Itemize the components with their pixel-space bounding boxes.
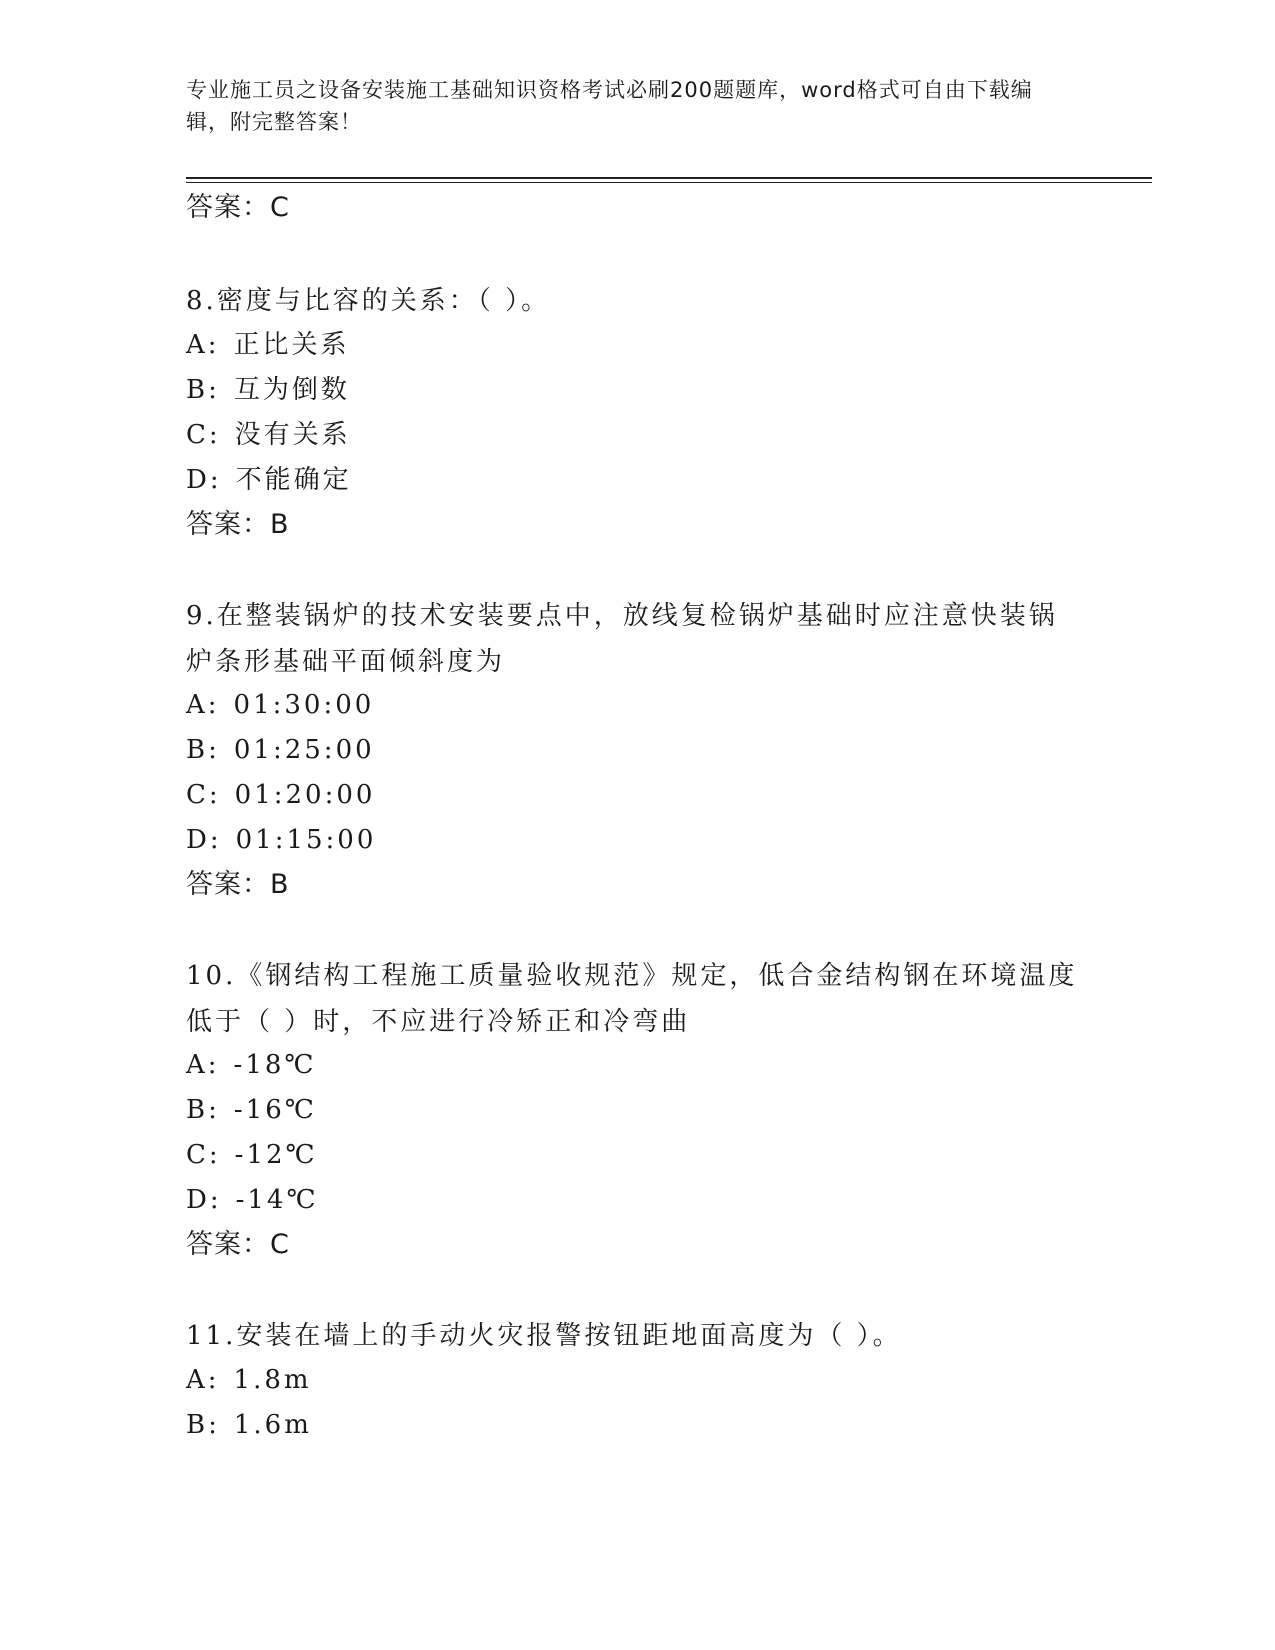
option-letter: A: (186, 690, 220, 720)
question-8-option-d (186, 463, 352, 497)
option-text: 01:20:00 (234, 780, 376, 810)
option-text: -16℃ (233, 1095, 317, 1125)
question-11-option-b (186, 1408, 312, 1442)
option-letter: B: (186, 735, 220, 765)
header-rule-thin (186, 182, 1152, 183)
question-9-option-a (186, 688, 374, 722)
option-letter: D: (186, 825, 222, 855)
option-letter: B: (186, 375, 220, 405)
option-letter: D: (186, 1185, 222, 1215)
question-10-option-b (186, 1093, 317, 1127)
option-letter: B: (186, 1410, 220, 1440)
question-8-option-a (186, 328, 350, 362)
option-text: 没有关系 (234, 420, 351, 450)
option-letter: C: (186, 1140, 221, 1170)
option-text: 01:15:00 (235, 825, 377, 855)
question-8-answer: 答案：B (186, 509, 290, 540)
question-10-answer: 答案：C (186, 1229, 290, 1260)
question-9-option-c (186, 778, 375, 812)
question-10-option-c (186, 1138, 318, 1172)
option-letter: D: (186, 465, 222, 495)
question-9-option-b (186, 733, 375, 767)
previous-answer: 答案：C (186, 192, 290, 223)
question-8-option-c (186, 418, 351, 452)
question-9-option-d (186, 823, 376, 857)
question-10-text: 10.《钢结构工程施工质量验收规范》规定，低合金结构钢在环境温度低于（ ）时，不应进行冷矫正和冷弯曲 (186, 961, 1078, 1037)
option-letter: C: (186, 420, 221, 450)
option-letter: B: (186, 1095, 220, 1125)
document-header: 专业施工员之设备安装施工基础知识资格考试必刷200题题库，word格式可自由下载编辑，附完整答案！ (186, 78, 1033, 134)
option-text: 01:25:00 (233, 735, 375, 765)
header-rule-thick (186, 177, 1152, 179)
option-text: 01:30:00 (233, 690, 375, 720)
option-letter: A: (186, 1365, 220, 1395)
option-text: 不能确定 (235, 465, 352, 495)
option-letter: A: (186, 330, 220, 360)
question-8-option-b (186, 373, 350, 407)
question-9-text: 9.在整装锅炉的技术安装要点中，放线复检锅炉基础时应注意快装锅炉条形基础平面倾斜度为 (186, 601, 1058, 677)
question-11-text: 11.安装在墙上的手动火灾报警按钮距地面高度为（ ）。 (186, 1321, 902, 1351)
option-text: 正比关系 (233, 330, 350, 360)
question-9-answer: 答案：B (186, 869, 290, 900)
option-text: 1.8m (233, 1365, 312, 1395)
question-11-option-a (186, 1363, 312, 1397)
option-letter: A: (186, 1050, 220, 1080)
option-text: 互为倒数 (233, 375, 350, 405)
question-8-text: 8.密度与比容的关系：（ ）。 (186, 286, 551, 316)
question-10-option-a (186, 1048, 317, 1082)
option-text: -14℃ (235, 1185, 319, 1215)
option-letter: C: (186, 780, 221, 810)
option-text: -12℃ (234, 1140, 318, 1170)
option-text: 1.6m (233, 1410, 312, 1440)
option-text: -18℃ (233, 1050, 317, 1080)
question-10-option-d (186, 1183, 319, 1217)
